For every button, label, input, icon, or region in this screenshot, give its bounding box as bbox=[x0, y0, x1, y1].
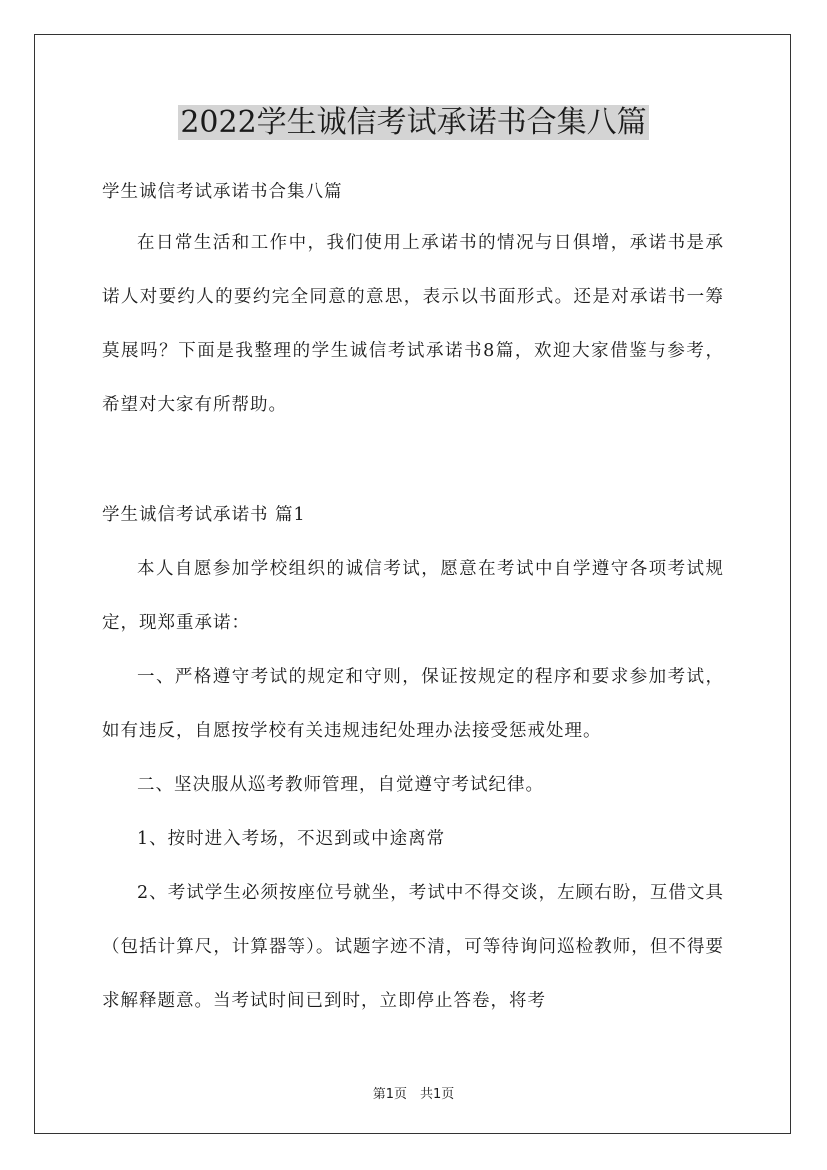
body-paragraph: 二、坚决服从巡考教师管理，自觉遵守考试纪律。 bbox=[137, 775, 544, 795]
section-spacer bbox=[102, 432, 724, 488]
document-subtitle: 学生诚信考试承诺书合集八篇 bbox=[102, 182, 343, 202]
intro-paragraph: 在日常生活和工作中，我们使用上承诺书的情况与日俱增，承诺书是承诺人对要约人的要约完全同意的意思，表示以书面形式。还是对承诺书一筹莫展吗？下面是我整理的学生诚信考试承诺书8篇，欢迎大家借鉴与参考，希望对大家有所帮助。 bbox=[102, 233, 724, 415]
body-paragraph: 1、按时进入考场，不迟到或中途离常 bbox=[137, 829, 446, 849]
page-number: 第1页 共1页 bbox=[372, 1087, 455, 1102]
document-body bbox=[102, 168, 724, 1028]
body-paragraph: 一、严格遵守考试的规定和守则，保证按规定的程序和要求参加考试，如有违反，自愿按学校有关违规违纪处理办法接受惩戒处理。 bbox=[102, 667, 724, 741]
body-paragraph: 2、考试学生必须按座位号就坐，考试中不得交谈，左顾右盼，互借文具（包括计算尺，计算器等）。试题字迹不清，可等待询问巡检教师，但不得要求解释题意。当考试时间已到时，立即停止答卷，将考 bbox=[102, 883, 724, 1011]
section-heading: 学生诚信考试承诺书 篇1 bbox=[102, 505, 306, 525]
document-title bbox=[0, 100, 827, 146]
document-title-text: 2022学生诚信考试承诺书合集八篇 bbox=[180, 105, 647, 140]
body-paragraph: 本人自愿参加学校组织的诚信考试，愿意在考试中自学遵守各项考试规定，现郑重承诺： bbox=[102, 559, 724, 633]
